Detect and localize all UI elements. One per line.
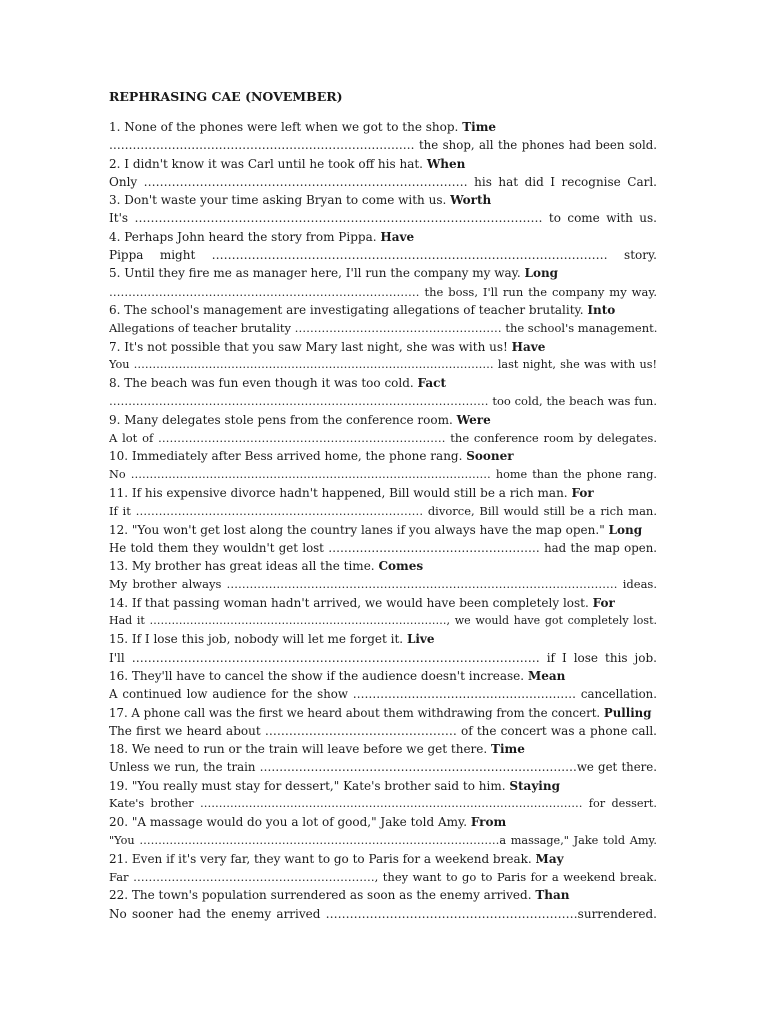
exercise-prompt bbox=[109, 704, 657, 722]
keyword: From bbox=[470, 815, 507, 830]
exercise-prompt bbox=[109, 594, 657, 612]
answer-line: He told them they wouldn't get lost ……………………………………………… had the map open. bbox=[109, 540, 657, 555]
answer-line: ……………………………………………………………………… the boss, I'll run the company my way. bbox=[109, 284, 657, 299]
exercise-prompt bbox=[109, 813, 657, 831]
keyword: For bbox=[571, 485, 594, 500]
exercise-prompt bbox=[109, 740, 657, 758]
exercise-item bbox=[109, 374, 657, 411]
exercise-item bbox=[109, 301, 657, 338]
exercise-item bbox=[109, 667, 657, 704]
prompt-sentence: 21. Even if it's very far, they want to go to Paris for a weekend break. bbox=[109, 851, 532, 866]
answer-line: Only ……………………………………………………………………… his hat did I recognise Carl. bbox=[109, 174, 657, 189]
exercise-item bbox=[109, 264, 657, 301]
exercise-item bbox=[109, 740, 657, 777]
keyword: Fact bbox=[417, 376, 447, 391]
answer-line: …………………………………………………………………… the shop, all the phones had been sold. bbox=[109, 138, 657, 153]
exercise-item bbox=[109, 777, 657, 814]
exercise-prompt bbox=[109, 411, 657, 429]
exercise-prompt bbox=[109, 447, 657, 465]
exercise-prompt bbox=[109, 264, 657, 282]
exercise-item bbox=[109, 118, 657, 155]
exercise-prompt bbox=[109, 374, 657, 392]
prompt-sentence: 19. "You really must stay for dessert," Kate's brother said to him. bbox=[109, 778, 506, 793]
exercise-prompt bbox=[109, 850, 657, 868]
exercise-item bbox=[109, 447, 657, 484]
keyword: Time bbox=[491, 742, 525, 757]
answer-line: Unless we run, the train ………………………………………………………………………we get there. bbox=[109, 760, 657, 775]
prompt-sentence: 4. Perhaps John heard the story from Pippa. bbox=[109, 229, 377, 244]
exercise-item bbox=[109, 813, 657, 850]
keyword: Mean bbox=[527, 668, 566, 683]
exercise-item bbox=[109, 484, 657, 521]
prompt-sentence: 10. Immediately after Bess arrived home, the phone rang. bbox=[109, 449, 463, 464]
exercise-item bbox=[109, 594, 657, 631]
exercise-item bbox=[109, 557, 657, 594]
exercise-item bbox=[109, 704, 657, 741]
prompt-sentence: 12. "You won't get lost along the country lanes if you always have the map open." bbox=[109, 522, 605, 537]
exercise-item bbox=[109, 630, 657, 667]
keyword: When bbox=[426, 156, 466, 171]
answer-line: I'll ………………………………………………………………………………………… if I lose this job. bbox=[109, 650, 657, 665]
answer-line: "You ……………………………………………………………………………………a massage," Jake told Amy. bbox=[109, 833, 657, 847]
answer-line: No …………………………………………………………………………………… home than the phone rang. bbox=[109, 467, 657, 481]
answer-line: Had it ………………………………………………………………………, we would have got completely lost. bbox=[109, 614, 657, 628]
prompt-sentence: 9. Many delegates stole pens from the conference room. bbox=[109, 412, 453, 427]
prompt-sentence: 17. A phone call was the first we heard about them withdrawing from the concert. bbox=[109, 705, 601, 720]
answer-line: It's ………………………………………………………………………………………… to come with us. bbox=[109, 211, 657, 226]
prompt-sentence: 6. The school's management are investigating allegations of teacher brutality. bbox=[109, 302, 584, 317]
exercise-prompt bbox=[109, 118, 657, 136]
exercise-item bbox=[109, 411, 657, 448]
keyword: Time bbox=[462, 120, 497, 134]
prompt-sentence: 16. They'll have to cancel the show if the audience doesn't increase. bbox=[109, 668, 525, 683]
prompt-sentence: 1. None of the phones were left when we got to the shop. bbox=[109, 120, 459, 134]
exercise-prompt bbox=[109, 667, 657, 685]
exercise-prompt bbox=[109, 777, 657, 795]
keyword: Long bbox=[608, 522, 643, 537]
answer-line: If it ………………………………………………………………… divorce, Bill would still be a rich man. bbox=[109, 504, 657, 519]
exercise-prompt bbox=[109, 521, 657, 539]
answer-line: The first we heard about ………………………………………… of the concert was a phone call. bbox=[109, 723, 657, 738]
answer-line: You …………………………………………………………………………………… last night, she was with us! bbox=[109, 357, 657, 371]
exercise-prompt bbox=[109, 228, 657, 246]
prompt-sentence: 14. If that passing woman hadn't arrived, we would have been completely lost. bbox=[109, 595, 589, 610]
keyword: Live bbox=[406, 632, 435, 647]
answer-line: Allegations of teacher brutality ……………………………………………… the school's management. bbox=[109, 321, 657, 336]
keyword: Long bbox=[524, 266, 559, 281]
answer-line: Kate's brother ………………………………………………………………………………………… for dessert. bbox=[109, 796, 657, 810]
prompt-sentence: 18. We need to run or the train will leave before we get there. bbox=[109, 742, 488, 757]
worksheet bbox=[109, 88, 657, 923]
worksheet-title: REPHRASING CAE (NOVEMBER) bbox=[109, 89, 343, 104]
keyword: Pulling bbox=[603, 705, 652, 720]
answer-line: Pippa might ……………………………………………………………………………………… story. bbox=[109, 248, 657, 263]
keyword: Sooner bbox=[466, 449, 514, 464]
answer-line: My brother always ………………………………………………………………………………………… ideas. bbox=[109, 577, 657, 592]
exercise-item bbox=[109, 155, 657, 192]
prompt-sentence: 2. I didn't know it was Carl until he took off his hat. bbox=[109, 156, 423, 171]
keyword: Have bbox=[511, 339, 546, 354]
exercise-item bbox=[109, 191, 657, 228]
prompt-sentence: 13. My brother has great ideas all the time. bbox=[109, 559, 375, 574]
answer-line: No sooner had the enemy arrived ………………………………………………………surrendered. bbox=[109, 906, 657, 921]
keyword: Staying bbox=[509, 778, 560, 793]
exercise-prompt bbox=[109, 301, 657, 319]
prompt-sentence: 22. The town's population surrendered as soon as the enemy arrived. bbox=[109, 888, 532, 903]
keyword: For bbox=[592, 595, 615, 610]
answer-line: A lot of ………………………………………………………………… the conference room by delegates. bbox=[109, 431, 657, 446]
keyword: Were bbox=[456, 412, 491, 427]
answer-line: A continued low audience for the show ………………………………………………… cancellation. bbox=[109, 687, 657, 702]
exercise-list bbox=[109, 118, 657, 923]
prompt-sentence: 7. It's not possible that you saw Mary last night, she was with us! bbox=[109, 339, 508, 354]
exercise-prompt bbox=[109, 338, 657, 356]
exercise-item bbox=[109, 228, 657, 265]
prompt-sentence: 5. Until they fire me as manager here, I'll run the company my way. bbox=[109, 266, 521, 281]
answer-line: ……………………………………………………………………………………… too cold, the beach was fun. bbox=[109, 394, 657, 409]
prompt-sentence: 15. If I lose this job, nobody will let me forget it. bbox=[109, 632, 404, 647]
exercise-prompt bbox=[109, 191, 657, 209]
exercise-item bbox=[109, 886, 657, 923]
exercise-item bbox=[109, 521, 657, 558]
exercise-item bbox=[109, 338, 657, 375]
prompt-sentence: 11. If his expensive divorce hadn't happened, Bill would still be a rich man. bbox=[109, 485, 568, 500]
keyword: Have bbox=[380, 229, 415, 244]
answer-line: Far ………………………………………………………, they want to go to Paris for a weekend break. bbox=[109, 870, 657, 885]
exercise-item bbox=[109, 850, 657, 887]
exercise-prompt bbox=[109, 886, 657, 904]
keyword: Comes bbox=[378, 559, 424, 574]
exercise-prompt bbox=[109, 630, 657, 648]
exercise-prompt bbox=[109, 155, 657, 173]
keyword: Into bbox=[587, 302, 616, 317]
keyword: May bbox=[535, 851, 564, 866]
keyword: Worth bbox=[450, 193, 492, 208]
keyword: Than bbox=[535, 888, 570, 903]
prompt-sentence: 8. The beach was fun even though it was too cold. bbox=[109, 376, 414, 391]
exercise-prompt bbox=[109, 484, 657, 502]
prompt-sentence: 20. "A massage would do you a lot of good," Jake told Amy. bbox=[109, 815, 468, 830]
exercise-prompt bbox=[109, 557, 657, 575]
prompt-sentence: 3. Don't waste your time asking Bryan to come with us. bbox=[109, 193, 447, 208]
